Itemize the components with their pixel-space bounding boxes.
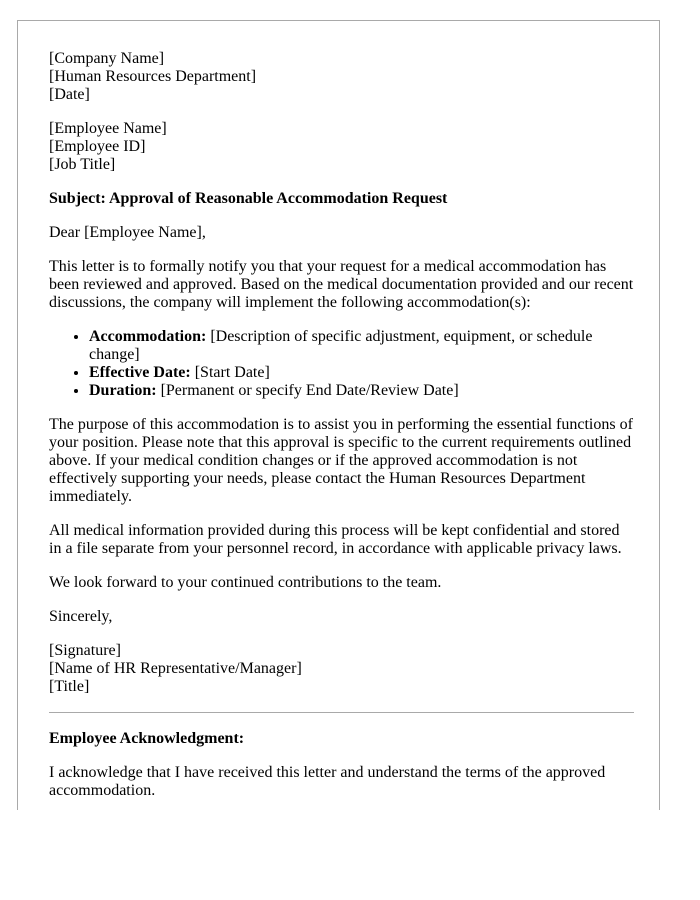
job-title: [Job Title] [49,156,116,173]
purpose-paragraph: The purpose of this accommodation is to assist you in performing the essential functions of your position. Please note that this approval is specific to the current requirements outlined above. If your medical condition changes or if the approved accommodation is not effectively supporting your needs, please contact the Human Resources Department immediately. [49,416,633,505]
company-name: [Company Name] [49,50,165,67]
letter-page [17,20,660,810]
confidentiality-paragraph: All medical information provided during this process will be kept confidential and stored in a file separate from your personnel record, in accordance with applicable privacy laws. [49,522,622,557]
section-divider [49,712,634,713]
intro-paragraph: This letter is to formally notify you that your request for a medical accommodation has been reviewed and approved. Based on the medical documentation provided and our recent discussions, the company will implement the following accommodation(s): [49,258,634,311]
subject-line: Subject: Approval of Reasonable Accommodation Request [49,190,448,207]
employee-name: [Employee Name] [49,120,167,137]
signature: [Signature] [49,642,121,659]
acknowledgment-text: I acknowledge that I have received this letter and understand the terms of the approved accommodation. [49,764,606,799]
acknowledgment-title: Employee Acknowledgment: [49,730,245,747]
list-item [89,328,634,364]
accommodation-list [49,328,634,400]
letter-content [49,50,634,810]
closing-note: We look forward to your continued contributions to the team. [49,574,442,591]
salutation: Dear [Employee Name], [49,224,206,241]
duration-value: [Permanent or specify End Date/Review Date] [156,382,459,399]
effective-date-value: [Start Date] [190,364,270,381]
effective-date-term: Effective Date: [89,364,191,381]
signer-name: [Name of HR Representative/Manager] [49,660,302,677]
duration-term: Duration: [89,382,157,399]
recipient-block [49,120,634,174]
signer-title: [Title] [49,678,90,695]
signature-block [49,642,634,696]
accommodation-value: [Description of specific adjustment, equipment, or schedule change] [89,328,593,363]
accommodation-term: Accommodation: [89,328,207,345]
list-item [89,382,634,400]
closing: Sincerely, [49,608,113,625]
list-item [89,364,634,382]
letter-date: [Date] [49,86,90,103]
department-name: [Human Resources Department] [49,68,257,85]
sender-block [49,50,634,104]
employee-id: [Employee ID] [49,138,146,155]
